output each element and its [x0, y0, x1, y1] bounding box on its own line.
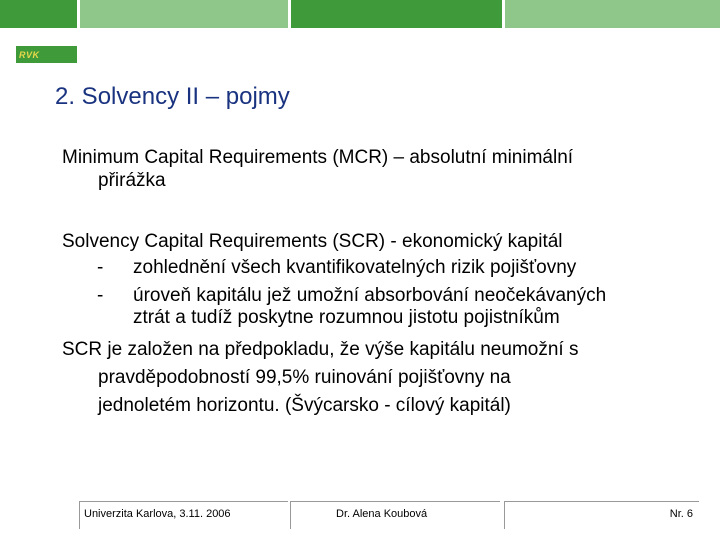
footer-page-number: Nr. 6 — [669, 508, 693, 520]
header-band-1 — [0, 0, 77, 28]
rvk-logo: RVK — [16, 46, 77, 63]
bullet-dash-2: - — [97, 285, 104, 306]
header-band-2 — [80, 0, 288, 28]
bullet-1-line-1: zohlednění všech kvantifikovatelných rizik pojišťovny — [133, 257, 577, 278]
bullet-2-line-2: ztrát a tudíž poskytne rozumnou jistotu pojistníkům — [133, 307, 560, 328]
scr-assumption-line-2: pravděpodobností 99,5% ruinování pojišťovny na — [98, 367, 511, 388]
scr-assumption-line-1: SCR je založen na předpokladu, že výše kapitálu neumožní s — [62, 339, 579, 360]
bullet-2-line-1: úroveň kapitálu jež umožní absorbování neočekávaných — [133, 285, 607, 306]
slide-title: 2. Solvency II – pojmy — [55, 83, 290, 110]
scr-assumption-line-3: jednoletém horizontu. (Švýcarsko - cílový kapitál) — [98, 395, 511, 416]
scr-line-1: Solvency Capital Requirements (SCR) - ekonomický kapitál — [62, 231, 563, 252]
header-band-3 — [291, 0, 502, 28]
mcr-line-1: Minimum Capital Requirements (MCR) – absolutní minimální — [62, 147, 574, 168]
footer-institution: Univerzita Karlova, 3.11. 2006 — [84, 508, 231, 520]
bullet-dash-1: - — [97, 257, 104, 278]
mcr-line-2: přirážka — [98, 170, 166, 191]
footer-author: Dr. Alena Koubová — [336, 508, 428, 520]
header-band-4 — [505, 0, 720, 28]
